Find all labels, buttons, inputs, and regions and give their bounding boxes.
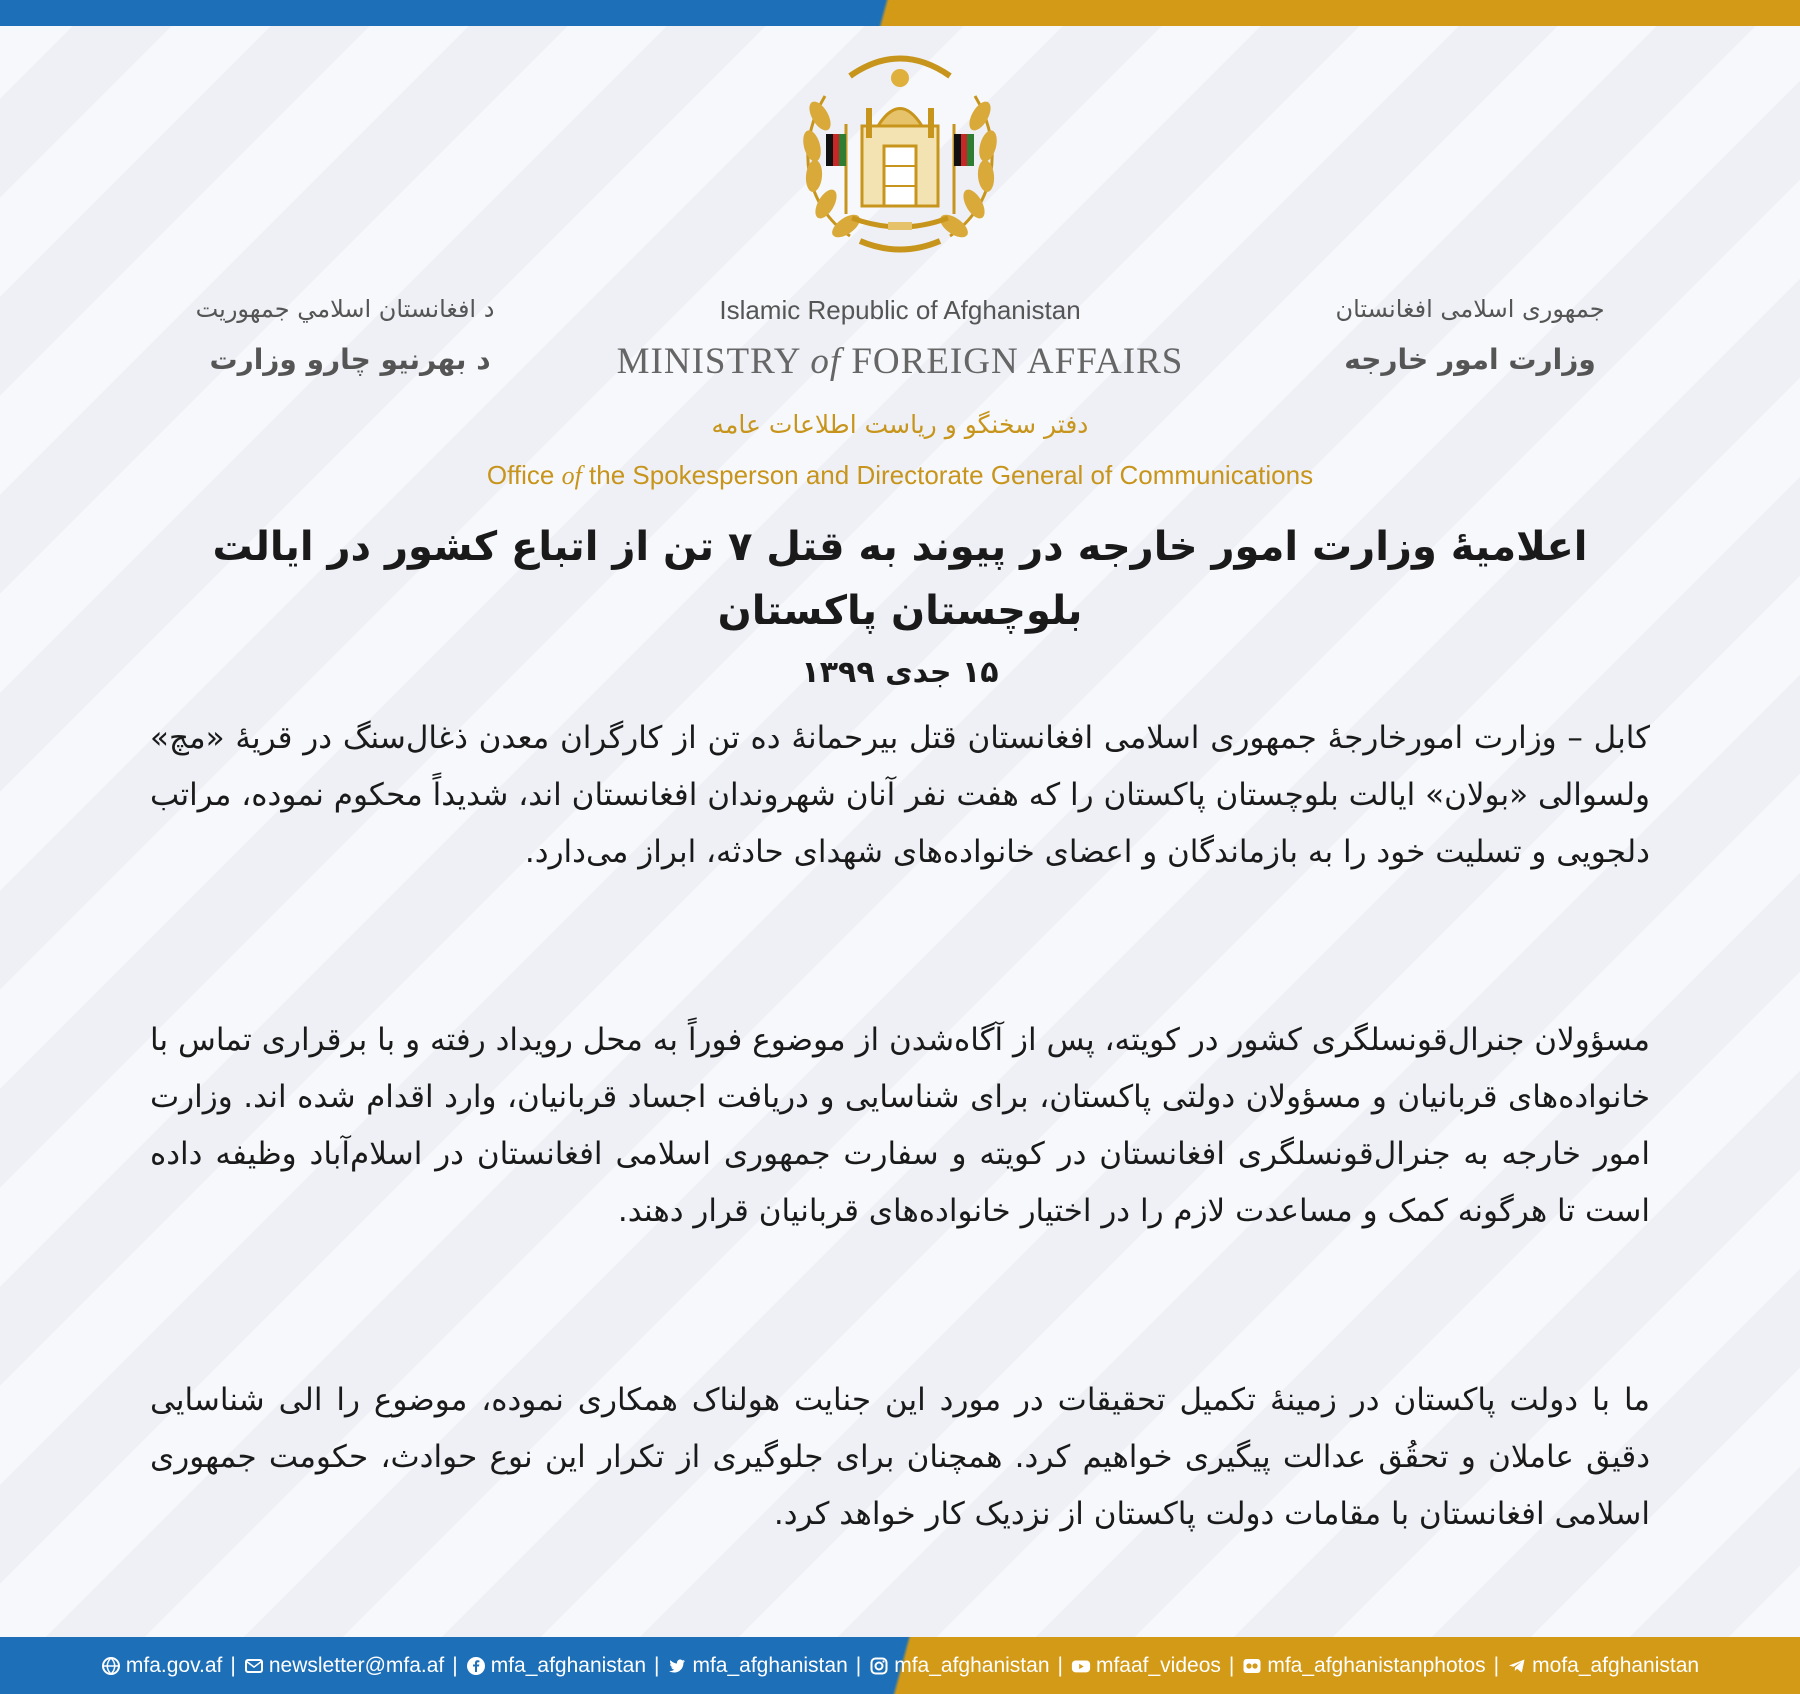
footer-separator: |: [855, 1653, 862, 1677]
flickr-icon: [1242, 1656, 1262, 1676]
paragraph-3: ما با دولت پاکستان در زمینهٔ تکمیل تحقیقات در مورد این جنایت هولناک همکاری نموده، موضوع را الی شناسایی دقیق عاملان و تحقُق عدالت پیگیری خواهیم کرد. همچنان برای جلوگیری از تکرار این نوع حوادث، حکومت جمهوری اسلامی افغانستان با مقامات دولت پاکستان از نزدیک کار خواهد کرد.: [150, 1382, 1650, 1532]
office-of-word: of: [561, 461, 582, 490]
header-left-republic: د افغانستان اسلامي جمهوریت: [195, 295, 495, 323]
header-en-republic: Islamic Republic of Afghanistan: [719, 295, 1081, 325]
document-title: اعلامیهٔ وزارت امور خارجه در پیوند به قتل ۷ تن از اتباع کشور در ایالت بلوچستان پاکستان: [212, 524, 1588, 634]
globe-icon: [101, 1656, 121, 1676]
ministry-foreign-affairs: FOREIGN AFFAIRS: [851, 341, 1184, 382]
header-right-ministry: وزارت امور خارجه: [1344, 343, 1596, 376]
footer-separator: |: [1493, 1653, 1500, 1677]
header-left-ministry: د بهرنیو چارو وزارت: [209, 343, 491, 376]
office-en-title: [380, 460, 1420, 491]
footer-bar: [0, 1637, 1800, 1694]
paragraph-1: کابل – وزارت امورخارجهٔ جمهوری اسلامی افغانستان قتل بیرحمانهٔ ده تن از کارگران معدن ذغال‌سنگ در قریهٔ «مچ» ولسوالی «بولان» ایالت بلوچستان پاکستان را که هفت نفر آنان شهروندان افغانستان اند، شدیداً محکوم نموده، مراتب دلجویی و تسلیت خود را به بازماندگان و اعضای خانواده‌های شهدای حادثه، ابراز می‌دارد.: [150, 720, 1650, 870]
footer-separator: |: [452, 1653, 458, 1677]
footer-newsletter-text: newsletter@mfa.af: [268, 1653, 445, 1677]
twitter-icon: [667, 1656, 687, 1676]
telegram-icon: [1507, 1656, 1527, 1676]
footer-separator: |: [1057, 1653, 1063, 1677]
office-rest: the Spokesperson and Directorate General of Communications: [589, 460, 1314, 490]
footer-youtube-text: mfaaf_videos: [1095, 1653, 1221, 1677]
footer-youtube[interactable]: [1071, 1654, 1221, 1678]
footer-flickr-text: mfa_afghanistanphotos: [1267, 1653, 1486, 1677]
footer-facebook-text: mfa_afghanistan: [490, 1653, 646, 1677]
paragraph-2: مسؤولان جنرال‌قونسلگری کشور در کویته، پس از آگاه‌شدن از موضوع فوراً به محل رویداد رفته و با برقراری تماس با خانواده‌های قربانیان و مسؤولان دولتی پاکستان، برای شناسایی و دریافت اجساد قربانیان، وارد اقدام شده اند. وزارت امور خارجه به جنرال‌قونسلگری افغانستان در کویته و سفارت جمهوری اسلامی افغانستان در اسلام‌آباد وظیفه داده است تا هرگونه کمک و مساعدت لازم را در اختیار خانواده‌های قربانیان قرار دهند.: [150, 1022, 1650, 1229]
footer-telegram-text: mofa_afghanistan: [1532, 1653, 1700, 1677]
facebook-icon: [466, 1656, 486, 1676]
footer-separator: |: [1228, 1653, 1235, 1677]
footer-website[interactable]: [101, 1654, 223, 1678]
footer-flickr[interactable]: [1242, 1654, 1485, 1678]
ministry-of-word: of: [810, 341, 842, 382]
footer-separator: |: [230, 1653, 236, 1677]
header-en-ministry: [540, 340, 1260, 383]
footer-instagram-text: mfa_afghanistan: [894, 1653, 1050, 1677]
youtube-icon: [1071, 1656, 1091, 1676]
mail-icon: [244, 1656, 264, 1676]
ministry-word: MINISTRY: [616, 341, 801, 382]
office-word: Office: [486, 460, 555, 490]
footer-twitter[interactable]: [667, 1654, 847, 1678]
afghanistan-emblem-icon: [780, 36, 1020, 268]
footer-instagram[interactable]: [869, 1654, 1049, 1678]
footer-website-text: mfa.gov.af: [125, 1653, 223, 1677]
document-date: ۱۵ جدی ۱۳۹۹: [801, 655, 999, 690]
instagram-icon: [869, 1656, 889, 1676]
office-fa-title: دفتر سخنگو و ریاست اطلاعات عامه: [711, 410, 1089, 439]
footer-telegram[interactable]: [1507, 1654, 1699, 1678]
footer-twitter-text: mfa_afghanistan: [692, 1653, 848, 1677]
footer-newsletter[interactable]: [244, 1654, 444, 1678]
footer-facebook[interactable]: [466, 1654, 646, 1678]
header-right-republic: جمهوری اسلامی افغانستان: [1335, 295, 1605, 323]
footer-separator: |: [654, 1653, 660, 1677]
top-color-bar: [0, 0, 1800, 26]
